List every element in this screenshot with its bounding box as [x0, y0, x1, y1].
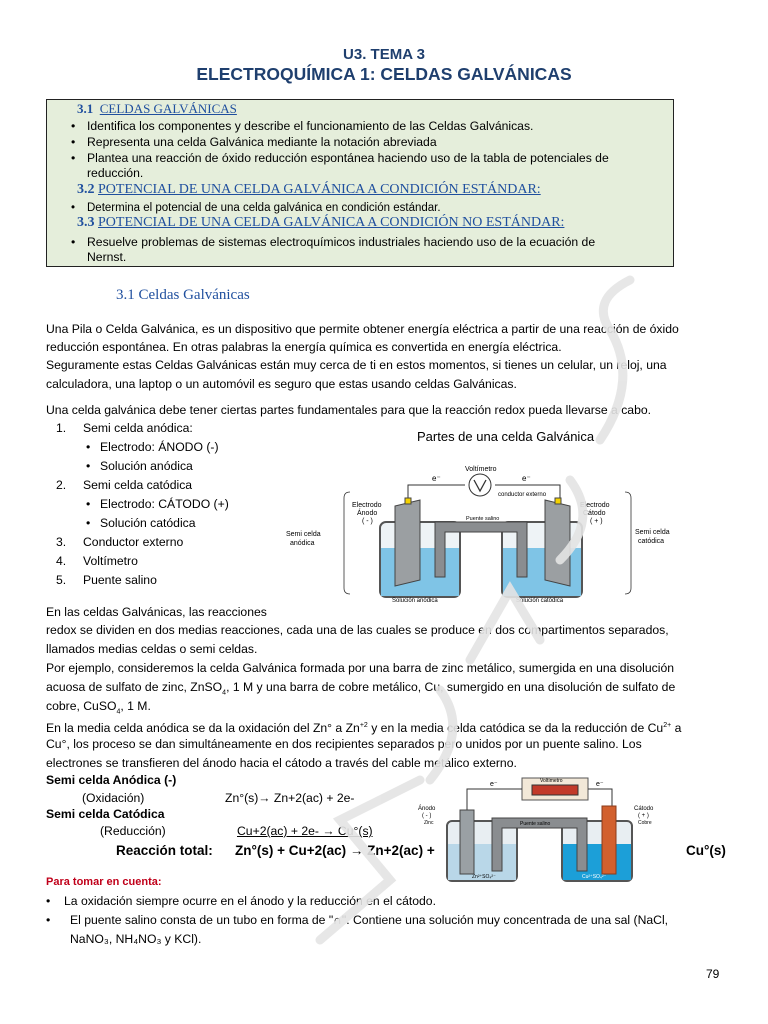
text-span: y en la media celda catódica se da la reducción de Cu: [367, 721, 664, 736]
external-wire-left: [408, 485, 465, 502]
note-text: El puente salino consta de un tubo en forma de "∩". Contiene una solución muy concentrada de una sal (NaCl,: [70, 913, 669, 927]
sub-item: • Solución anódica: [86, 459, 193, 473]
objective-heading-3-2: [77, 182, 541, 198]
objective-bullet: • Representa una celda Galvánica mediante la notación abreviada: [87, 135, 677, 150]
objective-number: 3.3: [77, 215, 95, 230]
bullet-icon: •: [46, 913, 51, 927]
objective-heading-3-1: [77, 101, 237, 117]
anode-sign: ( - ): [422, 813, 432, 819]
paragraph: cobre, CuSO$_4$, 1 M.: [46, 699, 151, 716]
anode-label: Ánodo: [418, 806, 436, 812]
paragraph: Una Pila o Celda Galvánica, es un dispositivo que permite obtener energía eléctrica a partir de una reacción de óxido: [46, 322, 679, 336]
reduction-label: (Reducción): [100, 824, 166, 838]
paragraph: Una celda galvánica debe tener ciertas partes fundamentales para que la reacción redox pueda llevarse a cabo.: [46, 403, 652, 417]
voltmeter-label: Voltímetro: [540, 778, 563, 784]
list-number: 5.: [56, 573, 67, 587]
paragraph: En las celdas Galvánicas, las reacciones: [46, 605, 267, 619]
page-title: ELECTROQUÍMICA 1: CELDAS GALVÁNICAS: [196, 64, 572, 84]
oxidation-equation: Zn°(s)→ Zn+2(ac) + 2e-: [225, 791, 355, 805]
cathode-label: Electrodo: [580, 502, 610, 509]
text-span: a: [671, 721, 682, 736]
semi-cell-anodic-label: Semi celda: [286, 531, 321, 538]
objective-bullet-cont: reducción.: [87, 166, 144, 180]
list-number: 4.: [56, 554, 67, 568]
anode-metal-label: Zinc: [424, 820, 434, 826]
zinc-copper-cell-diagram: [412, 776, 682, 882]
paragraph: redox se dividen en dos medias reacciones, cada una de las cuales se produce en dos compartimentos separados,: [46, 623, 669, 637]
text-span: , 1 M.: [120, 699, 151, 713]
section-heading: 3.1 Celdas Galvánicas: [116, 287, 250, 303]
total-reaction-equation: Zn°(s) + Cu+2(ac) → Zn+2(ac) +: [235, 843, 435, 858]
salt-bridge-label: Puente salino: [466, 516, 500, 522]
figure-title: Partes de una celda Galvánica: [417, 429, 595, 444]
zinc-solution-label: Zn²⁺SO₄²⁻: [472, 874, 496, 880]
paragraph: calculadora, una laptop o un automóvil es seguro que estas usando celdas Galvánicas.: [46, 377, 517, 391]
anode-sign: ( - ): [362, 518, 373, 525]
oxidation-label: (Oxidación): [82, 791, 145, 805]
objective-bullet-cont: Nernst.: [87, 250, 127, 264]
sub-item: • Electrodo: CÁTODO (+): [86, 497, 229, 511]
list-number: 1.: [56, 421, 67, 435]
paragraph: En la media celda anódica se da la oxidación del Zn° a $Zn^{+2}$ y en la media celda catódica se da la reducción de $Cu^{2+}$ a: [46, 721, 682, 736]
list-item: [56, 421, 193, 435]
sub-item: • Electrodo: ÁNODO (-): [86, 440, 219, 454]
semi-cell-cathodic-label: catódica: [638, 538, 665, 545]
note-text: La oxidación siempre ocurre en el ánodo y la reducción en el cátodo.: [64, 894, 436, 908]
paragraph: llamados medias celdas o semi celdas.: [46, 642, 258, 656]
objective-title: CELDAS GALVÁNICAS: [99, 101, 237, 116]
objective-bullet: • Plantea una reacción de óxido reducción espontánea haciendo uso de la tabla de potenciales de: [87, 151, 677, 166]
page-number: 79: [706, 967, 720, 981]
cathode-electrode: [545, 500, 570, 586]
cathode-label: Cátodo: [583, 510, 606, 517]
note-item-cont: NaNO₃, NH₄NO₃ y KCl).: [70, 932, 202, 946]
cathode-label: Cátodo: [634, 806, 654, 812]
list-item: [56, 573, 157, 587]
list-text: Conductor externo: [83, 535, 184, 549]
anodic-solution-label: Solución anódica: [392, 598, 438, 604]
objectives-box: [46, 99, 674, 267]
anodic-half-cell-label: Semi celda Anódica (-): [46, 773, 177, 787]
total-reaction-end: Cu°(s): [686, 843, 726, 858]
voltmeter-icon: [469, 474, 491, 496]
unit-label: U3. TEMA 3: [343, 46, 425, 63]
cathodic-solution-label: Solución catódica: [516, 598, 564, 604]
anode-electrode: [395, 500, 420, 586]
list-text: Semi celda catódica: [83, 478, 193, 492]
list-number: 2.: [56, 478, 67, 492]
text-span: , 1 M y una barra de cobre metálico, Cu, sumergido en una disolución de sulfato de: [226, 680, 676, 694]
electron-label: e⁻: [432, 474, 441, 483]
zinc-electrode: [460, 810, 474, 874]
text-span: En la media celda anódica se da la oxidación del Zn° a Zn: [46, 721, 360, 736]
salt-bridge-label: Puente salino: [520, 821, 551, 827]
cathode-sign: ( + ): [590, 518, 603, 525]
conductor-label: conductor externo: [498, 492, 547, 498]
cathodic-half-cell-label: Semi celda Catódica: [46, 807, 165, 821]
total-reaction-label: Reacción total:: [116, 843, 213, 858]
list-number: 3.: [56, 535, 67, 549]
objective-bullet: • Resuelve problemas de sistemas electroquímicos industriales haciendo uso de la ecuación de: [87, 235, 677, 250]
list-text: Voltímetro: [83, 554, 138, 568]
objective-heading-3-3: [77, 215, 564, 231]
objective-number: 3.2: [77, 182, 95, 197]
semi-cell-cathodic-label: Semi celda: [635, 529, 670, 536]
list-item: [56, 535, 183, 549]
note-item: [46, 913, 726, 927]
objective-title: POTENCIAL DE UNA CELDA GALVÁNICA A CONDICIÓN NO ESTÁNDAR:: [98, 215, 565, 230]
anode-label: Electrodo: [352, 502, 382, 509]
voltmeter-label: Voltímetro: [465, 466, 497, 473]
paragraph: electrones se transfieren del ánodo hacia el cátodo a través del cable metálico externo.: [46, 756, 517, 770]
cathode-sign: ( + ): [638, 813, 649, 819]
paragraph: Seguramente estas Celdas Galvánicas están muy cerca de ti en estos momentos, si tienes un celular, un reloj, una: [46, 358, 667, 372]
paragraph: Cu°, los proceso se dan simultáneamente en dos recipientes separados pero unidos por un puente salino. Los: [46, 737, 642, 751]
sub-item: • Solución catódica: [86, 516, 196, 530]
list-item: [56, 554, 138, 568]
electron-label: e⁻: [596, 781, 604, 788]
galvanic-cell-diagram: [280, 452, 700, 604]
electron-label: e⁻: [522, 474, 531, 483]
notes-title: Para tomar en cuenta:: [46, 876, 162, 888]
objective-bullet: • Determina el potencial de una celda galvánica en condición estándar.: [87, 201, 677, 216]
paragraph: reducción espontánea. En otras palabras la energía química es convertida en energía eléctrica.: [46, 340, 562, 354]
electron-label: e⁻: [490, 781, 498, 788]
objective-number: 3.1: [77, 101, 94, 116]
reduction-equation: Cu+2(ac) + 2e- → Cu°(s): [237, 824, 373, 838]
bullet-icon: •: [46, 894, 51, 908]
list-item: [56, 478, 192, 492]
text-span: cobre, CuSO: [46, 699, 117, 713]
objective-title: POTENCIAL DE UNA CELDA GALVÁNICA A CONDICIÓN ESTÁNDAR:: [98, 182, 541, 197]
text-span: acuosa de sulfato de zinc, ZnSO: [46, 680, 223, 694]
copper-solution-label: Cu²⁺SO₄²⁻: [582, 874, 607, 880]
paragraph: acuosa de sulfato de zinc, ZnSO$_4$, 1 M y una barra de cobre metálico, Cu, sumergido en una disolución de sulfato de: [46, 680, 676, 697]
objective-bullet: • Identifica los componentes y describe el funcionamiento de las Celdas Galvánicas.: [87, 119, 677, 134]
copper-electrode: [602, 806, 616, 874]
list-text: Puente salino: [83, 573, 157, 587]
semi-cell-anodic-label: anódica: [290, 540, 315, 547]
note-item: [46, 894, 436, 908]
list-text: Semi celda anódica:: [83, 421, 193, 435]
cathode-metal-label: Cobre: [638, 820, 652, 826]
paragraph: Por ejemplo, consideremos la celda Galvánica formada por una barra de zinc metálico, sumergida en una disolución: [46, 661, 674, 675]
anode-label: Ánodo: [357, 510, 378, 517]
